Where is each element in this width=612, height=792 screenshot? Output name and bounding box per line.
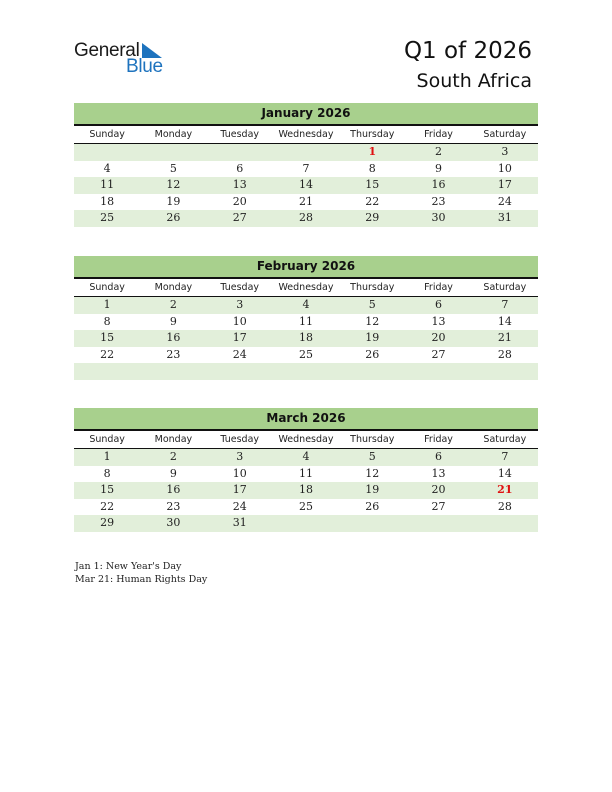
day-cell: 20 [431, 331, 446, 344]
logo-text-general: General [74, 40, 140, 61]
logo-text-blue: Blue [126, 56, 163, 77]
day-cell [472, 363, 538, 380]
week-row [74, 330, 538, 347]
day-cell [273, 515, 339, 532]
day-cell: 27 [431, 499, 446, 513]
day-cell: 13 [431, 314, 446, 328]
day-cell: 2 [169, 298, 177, 311]
day-cell: 28 [497, 347, 512, 361]
week-row [74, 161, 538, 178]
weekday-header-row [74, 431, 538, 449]
day-cell: 29 [100, 516, 115, 529]
day-cell: 20 [431, 483, 446, 496]
day-cell: 23 [166, 499, 181, 513]
day-cell: 3 [236, 450, 244, 463]
day-cell: 31 [232, 516, 247, 529]
week-row [74, 363, 538, 380]
day-cell: 17 [232, 483, 247, 496]
day-cell: 9 [169, 314, 177, 328]
day-cell [140, 144, 206, 161]
day-cell: 17 [232, 331, 247, 344]
day-cell: 21 [497, 331, 512, 344]
day-cell: 25 [298, 499, 313, 513]
day-cell: 26 [166, 211, 181, 224]
day-cell: 10 [497, 161, 512, 175]
day-cell [140, 363, 206, 380]
day-cell: 19 [365, 483, 380, 496]
day-cell: 20 [232, 194, 247, 208]
week-row [74, 449, 538, 466]
day-cell: 4 [302, 450, 310, 463]
day-cell: 6 [435, 298, 443, 311]
day-cell: 31 [497, 211, 512, 224]
day-cell: 26 [365, 499, 380, 513]
weekday-label: Monday [154, 282, 193, 293]
day-cell: 12 [365, 466, 380, 480]
day-cell: 3 [236, 298, 244, 311]
month-calendar-1 [74, 256, 538, 380]
day-cell: 28 [497, 499, 512, 513]
day-cell: 2 [435, 145, 443, 158]
day-cell: 5 [368, 450, 376, 463]
weekday-label: Sunday [89, 434, 125, 445]
holiday-day-cell: 1 [368, 145, 377, 158]
day-cell: 17 [497, 178, 512, 191]
day-cell [339, 363, 405, 380]
day-cell [405, 363, 471, 380]
weekday-header-row [74, 126, 538, 144]
day-cell: 18 [298, 483, 313, 496]
day-cell: 23 [431, 194, 446, 208]
day-cell: 5 [368, 298, 376, 311]
day-cell [273, 363, 339, 380]
day-cell: 30 [166, 516, 181, 529]
day-cell: 18 [100, 194, 115, 208]
day-cell: 15 [100, 331, 115, 344]
day-cell: 22 [365, 194, 380, 208]
day-cell: 28 [298, 211, 313, 224]
weekday-label: Monday [154, 434, 193, 445]
day-cell: 19 [166, 194, 181, 208]
day-cell: 1 [103, 298, 111, 311]
holiday-notes [75, 560, 207, 586]
day-cell: 12 [166, 178, 181, 191]
day-cell: 14 [298, 178, 313, 191]
day-cell: 25 [298, 347, 313, 361]
day-cell: 15 [100, 483, 115, 496]
week-row [74, 515, 538, 532]
day-cell: 1 [103, 450, 111, 463]
day-cell: 3 [501, 145, 509, 158]
day-cell: 11 [298, 466, 313, 480]
week-row [74, 194, 538, 211]
day-cell: 2 [169, 450, 177, 463]
day-cell: 24 [232, 347, 247, 361]
day-cell: 30 [431, 211, 446, 224]
day-cell: 5 [169, 161, 177, 175]
day-cell [207, 363, 273, 380]
day-cell: 22 [100, 347, 115, 361]
day-cell [207, 144, 273, 161]
day-cell: 27 [232, 211, 247, 224]
weekday-label: Tuesday [220, 434, 260, 445]
day-cell: 8 [103, 314, 111, 328]
weekday-label: Friday [424, 434, 453, 445]
weekday-label: Saturday [483, 434, 527, 445]
day-cell: 14 [497, 314, 512, 328]
day-cell: 24 [497, 194, 512, 208]
holiday-day-cell: 21 [497, 483, 513, 496]
page-title: Q1 of 2026 [403, 38, 532, 64]
day-cell: 4 [103, 161, 111, 175]
generalblue-logo [74, 40, 184, 80]
day-cell: 27 [431, 347, 446, 361]
month-calendar-0 [74, 103, 538, 227]
week-row [74, 297, 538, 314]
country-subtitle: South Africa [416, 70, 532, 92]
day-cell: 10 [232, 314, 247, 328]
holiday-note: Mar 21: Human Rights Day [75, 574, 208, 585]
day-cell: 13 [232, 178, 247, 191]
day-cell: 11 [298, 314, 313, 328]
day-cell: 18 [298, 331, 313, 344]
weekday-label: Wednesday [278, 434, 334, 445]
day-cell: 7 [302, 161, 310, 175]
day-cell: 7 [501, 298, 509, 311]
weekday-label: Wednesday [278, 129, 334, 140]
day-cell: 11 [100, 178, 115, 191]
day-cell: 23 [166, 347, 181, 361]
day-cell: 22 [100, 499, 115, 513]
weekday-label: Friday [424, 129, 453, 140]
day-cell: 29 [365, 211, 380, 224]
weekday-label: Monday [154, 129, 193, 140]
week-row [74, 466, 538, 483]
day-cell [472, 515, 538, 532]
day-cell [405, 515, 471, 532]
day-cell: 9 [169, 466, 177, 480]
weekday-label: Saturday [483, 129, 527, 140]
day-cell [273, 144, 339, 161]
day-cell: 16 [166, 483, 181, 496]
weekday-label: Wednesday [278, 282, 334, 293]
weekday-label: Friday [424, 282, 453, 293]
day-cell: 14 [497, 466, 512, 480]
weekday-label: Sunday [89, 282, 125, 293]
month-title: February 2026 [74, 256, 538, 279]
day-cell: 8 [368, 161, 376, 175]
day-cell [74, 144, 140, 161]
day-cell: 9 [435, 161, 443, 175]
weekday-label: Sunday [89, 129, 125, 140]
day-cell: 12 [365, 314, 380, 328]
day-cell: 6 [435, 450, 443, 463]
day-cell: 16 [166, 331, 181, 344]
day-cell: 21 [298, 194, 313, 208]
month-title: January 2026 [74, 103, 538, 126]
weekday-label: Thursday [350, 434, 395, 445]
weekday-label: Tuesday [220, 282, 260, 293]
day-cell [74, 363, 140, 380]
day-cell: 10 [232, 466, 247, 480]
day-cell: 26 [365, 347, 380, 361]
month-title: March 2026 [74, 408, 538, 431]
weekday-label: Thursday [350, 282, 395, 293]
weekday-label: Thursday [350, 129, 395, 140]
holiday-note: Jan 1: New Year's Day [75, 561, 182, 572]
weekday-header-row [74, 279, 538, 297]
day-cell: 16 [431, 178, 446, 191]
week-row [74, 177, 538, 194]
day-cell: 6 [236, 161, 244, 175]
day-cell: 19 [365, 331, 380, 344]
day-cell: 13 [431, 466, 446, 480]
week-row [74, 314, 538, 331]
weekday-label: Saturday [483, 282, 527, 293]
day-cell: 7 [501, 450, 509, 463]
week-row [74, 482, 538, 499]
day-cell [339, 515, 405, 532]
week-row [74, 210, 538, 227]
day-cell: 24 [232, 499, 247, 513]
week-row [74, 144, 538, 161]
week-row [74, 499, 538, 516]
month-calendar-2 [74, 408, 538, 532]
day-cell: 25 [100, 211, 115, 224]
day-cell: 8 [103, 466, 111, 480]
weekday-label: Tuesday [220, 129, 260, 140]
day-cell: 15 [365, 178, 380, 191]
week-row [74, 347, 538, 364]
day-cell: 4 [302, 298, 310, 311]
